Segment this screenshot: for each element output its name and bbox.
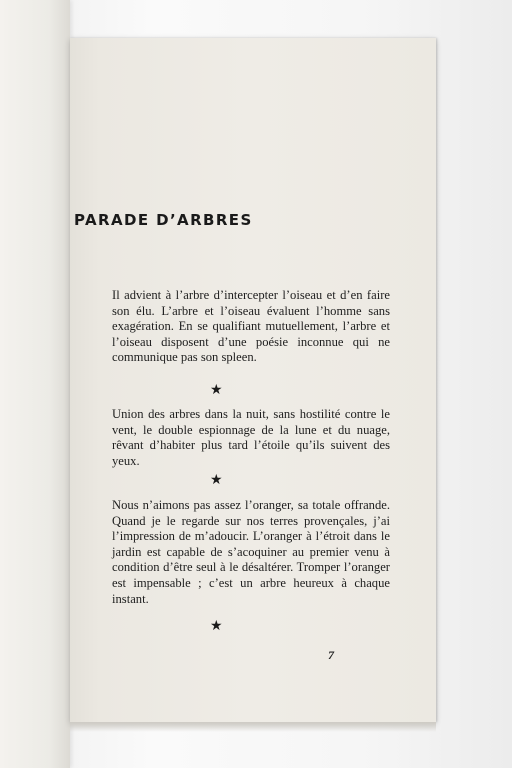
page-number: 7 [328, 648, 334, 662]
section-title: PARADE D’ARBRES [74, 211, 253, 229]
star-separator-icon: ★ [210, 618, 223, 634]
page-bottom-shadow [70, 722, 436, 732]
left-page-edge [0, 0, 70, 768]
star-separator-icon: ★ [210, 382, 223, 398]
paragraph-3: Nous n’aimons pas assez l’oranger, sa totale offrande. Quand je le regarde sur nos terres provençales, j’ai l’impression de m’adoucir. L’oranger à l’étroit dans le jardin est capable de s’acoquiner au premier venu à condition d’être seul à le désaltérer. Tromper l’oranger est impensable ; c’est un arbre heureux à chaque instant. [112, 498, 390, 606]
paragraph-2: Union des arbres dans la nuit, sans hostilité contre le vent, le double espionnage de la lune et du nuage, rêvant d’habiter plus tard l’étoile qu’ils suivent des yeux. [112, 407, 390, 468]
star-separator-icon: ★ [210, 472, 223, 488]
paragraph-1: Il advient à l’arbre d’intercepter l’oiseau et d’en faire son élu. L’arbre et l’oiseau évaluent l’homme sans exagération. En se qualifiant mutuellement, l’arbre et l’oiseau disposent d’une poésie inconnue qui ne communique pas son spleen. [112, 288, 390, 365]
book-page [70, 38, 436, 722]
